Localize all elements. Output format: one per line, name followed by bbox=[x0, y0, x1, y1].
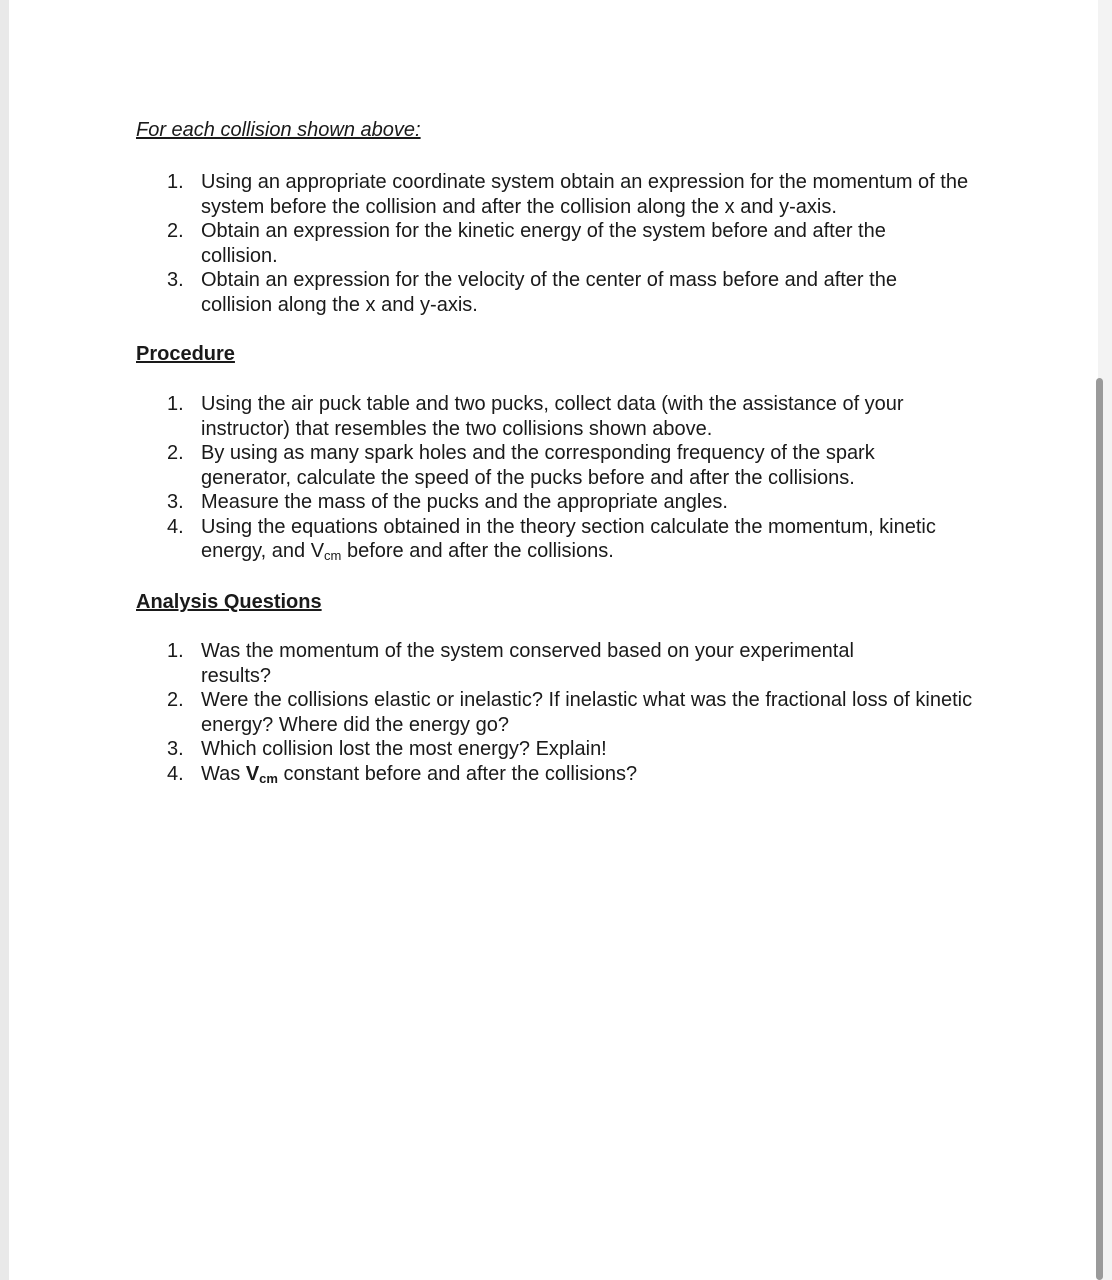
item-number: 2. bbox=[167, 220, 184, 242]
list-item bbox=[167, 515, 977, 564]
list-item bbox=[167, 737, 987, 762]
procedure-list bbox=[167, 392, 977, 564]
item-text: By using as many spark holes and the corresponding frequency of the spark generator, calculate the speed of the pucks before and after the collisions. bbox=[201, 442, 875, 489]
item-text: Using the equations obtained in the theory section calculate the momentum, kinetic energy, and V bbox=[201, 515, 936, 562]
item-number: 1. bbox=[167, 640, 184, 662]
item-number: 3. bbox=[167, 738, 184, 760]
list-item bbox=[167, 268, 987, 317]
item-number: 2. bbox=[167, 689, 184, 711]
item-number: 2. bbox=[167, 442, 184, 464]
list-item bbox=[167, 688, 987, 737]
item-text: Which collision lost the most energy? Explain! bbox=[201, 738, 607, 760]
list-item bbox=[167, 392, 977, 441]
item-number: 1. bbox=[167, 393, 184, 415]
item-number: 1. bbox=[167, 171, 184, 193]
vcm-symbol: V bbox=[245, 762, 260, 785]
item-text-end: constant before and after the collisions? bbox=[277, 762, 638, 785]
item-number: 3. bbox=[167, 491, 184, 513]
list-item bbox=[167, 762, 987, 787]
list-item bbox=[167, 490, 977, 515]
list-item bbox=[167, 441, 977, 490]
analysis-list bbox=[167, 639, 987, 786]
item-text-end: before and after the collisions. bbox=[341, 540, 614, 562]
analysis-heading: Analysis Questions bbox=[136, 591, 322, 613]
list-item bbox=[167, 170, 987, 219]
item-text: Measure the mass of the pucks and the appropriate angles. bbox=[201, 491, 728, 513]
theory-heading: For each collision shown above: bbox=[136, 119, 421, 141]
item-text: Was the momentum of the system conserved based on your experimental results? bbox=[201, 640, 854, 687]
procedure-heading: Procedure bbox=[136, 343, 235, 365]
item-text: Obtain an expression for the kinetic energy of the system before and after the collision. bbox=[201, 220, 886, 267]
theory-list bbox=[167, 170, 987, 317]
item-text: Was bbox=[201, 762, 246, 785]
list-item bbox=[167, 639, 987, 688]
item-number: 4. bbox=[167, 515, 184, 538]
item-number: 4. bbox=[167, 762, 184, 785]
item-text: Using the air puck table and two pucks, collect data (with the assistance of your instructor) that resembles the two collisions shown above. bbox=[201, 393, 904, 440]
subscript-cm: cm bbox=[259, 770, 278, 786]
document-page bbox=[9, 0, 1098, 1280]
subscript-cm: cm bbox=[324, 548, 342, 563]
item-text: Obtain an expression for the velocity of the center of mass before and after the collision along the x and y-axis. bbox=[201, 269, 897, 316]
item-text: Using an appropriate coordinate system obtain an expression for the momentum of the system before the collision and after the collision along the x and y-axis. bbox=[201, 171, 969, 218]
scrollbar-thumb[interactable] bbox=[1096, 378, 1103, 1280]
item-number: 3. bbox=[167, 269, 184, 291]
item-text: Were the collisions elastic or inelastic? If inelastic what was the fractional loss of kinetic energy? Where did the energy go? bbox=[201, 689, 973, 736]
list-item bbox=[167, 219, 987, 268]
